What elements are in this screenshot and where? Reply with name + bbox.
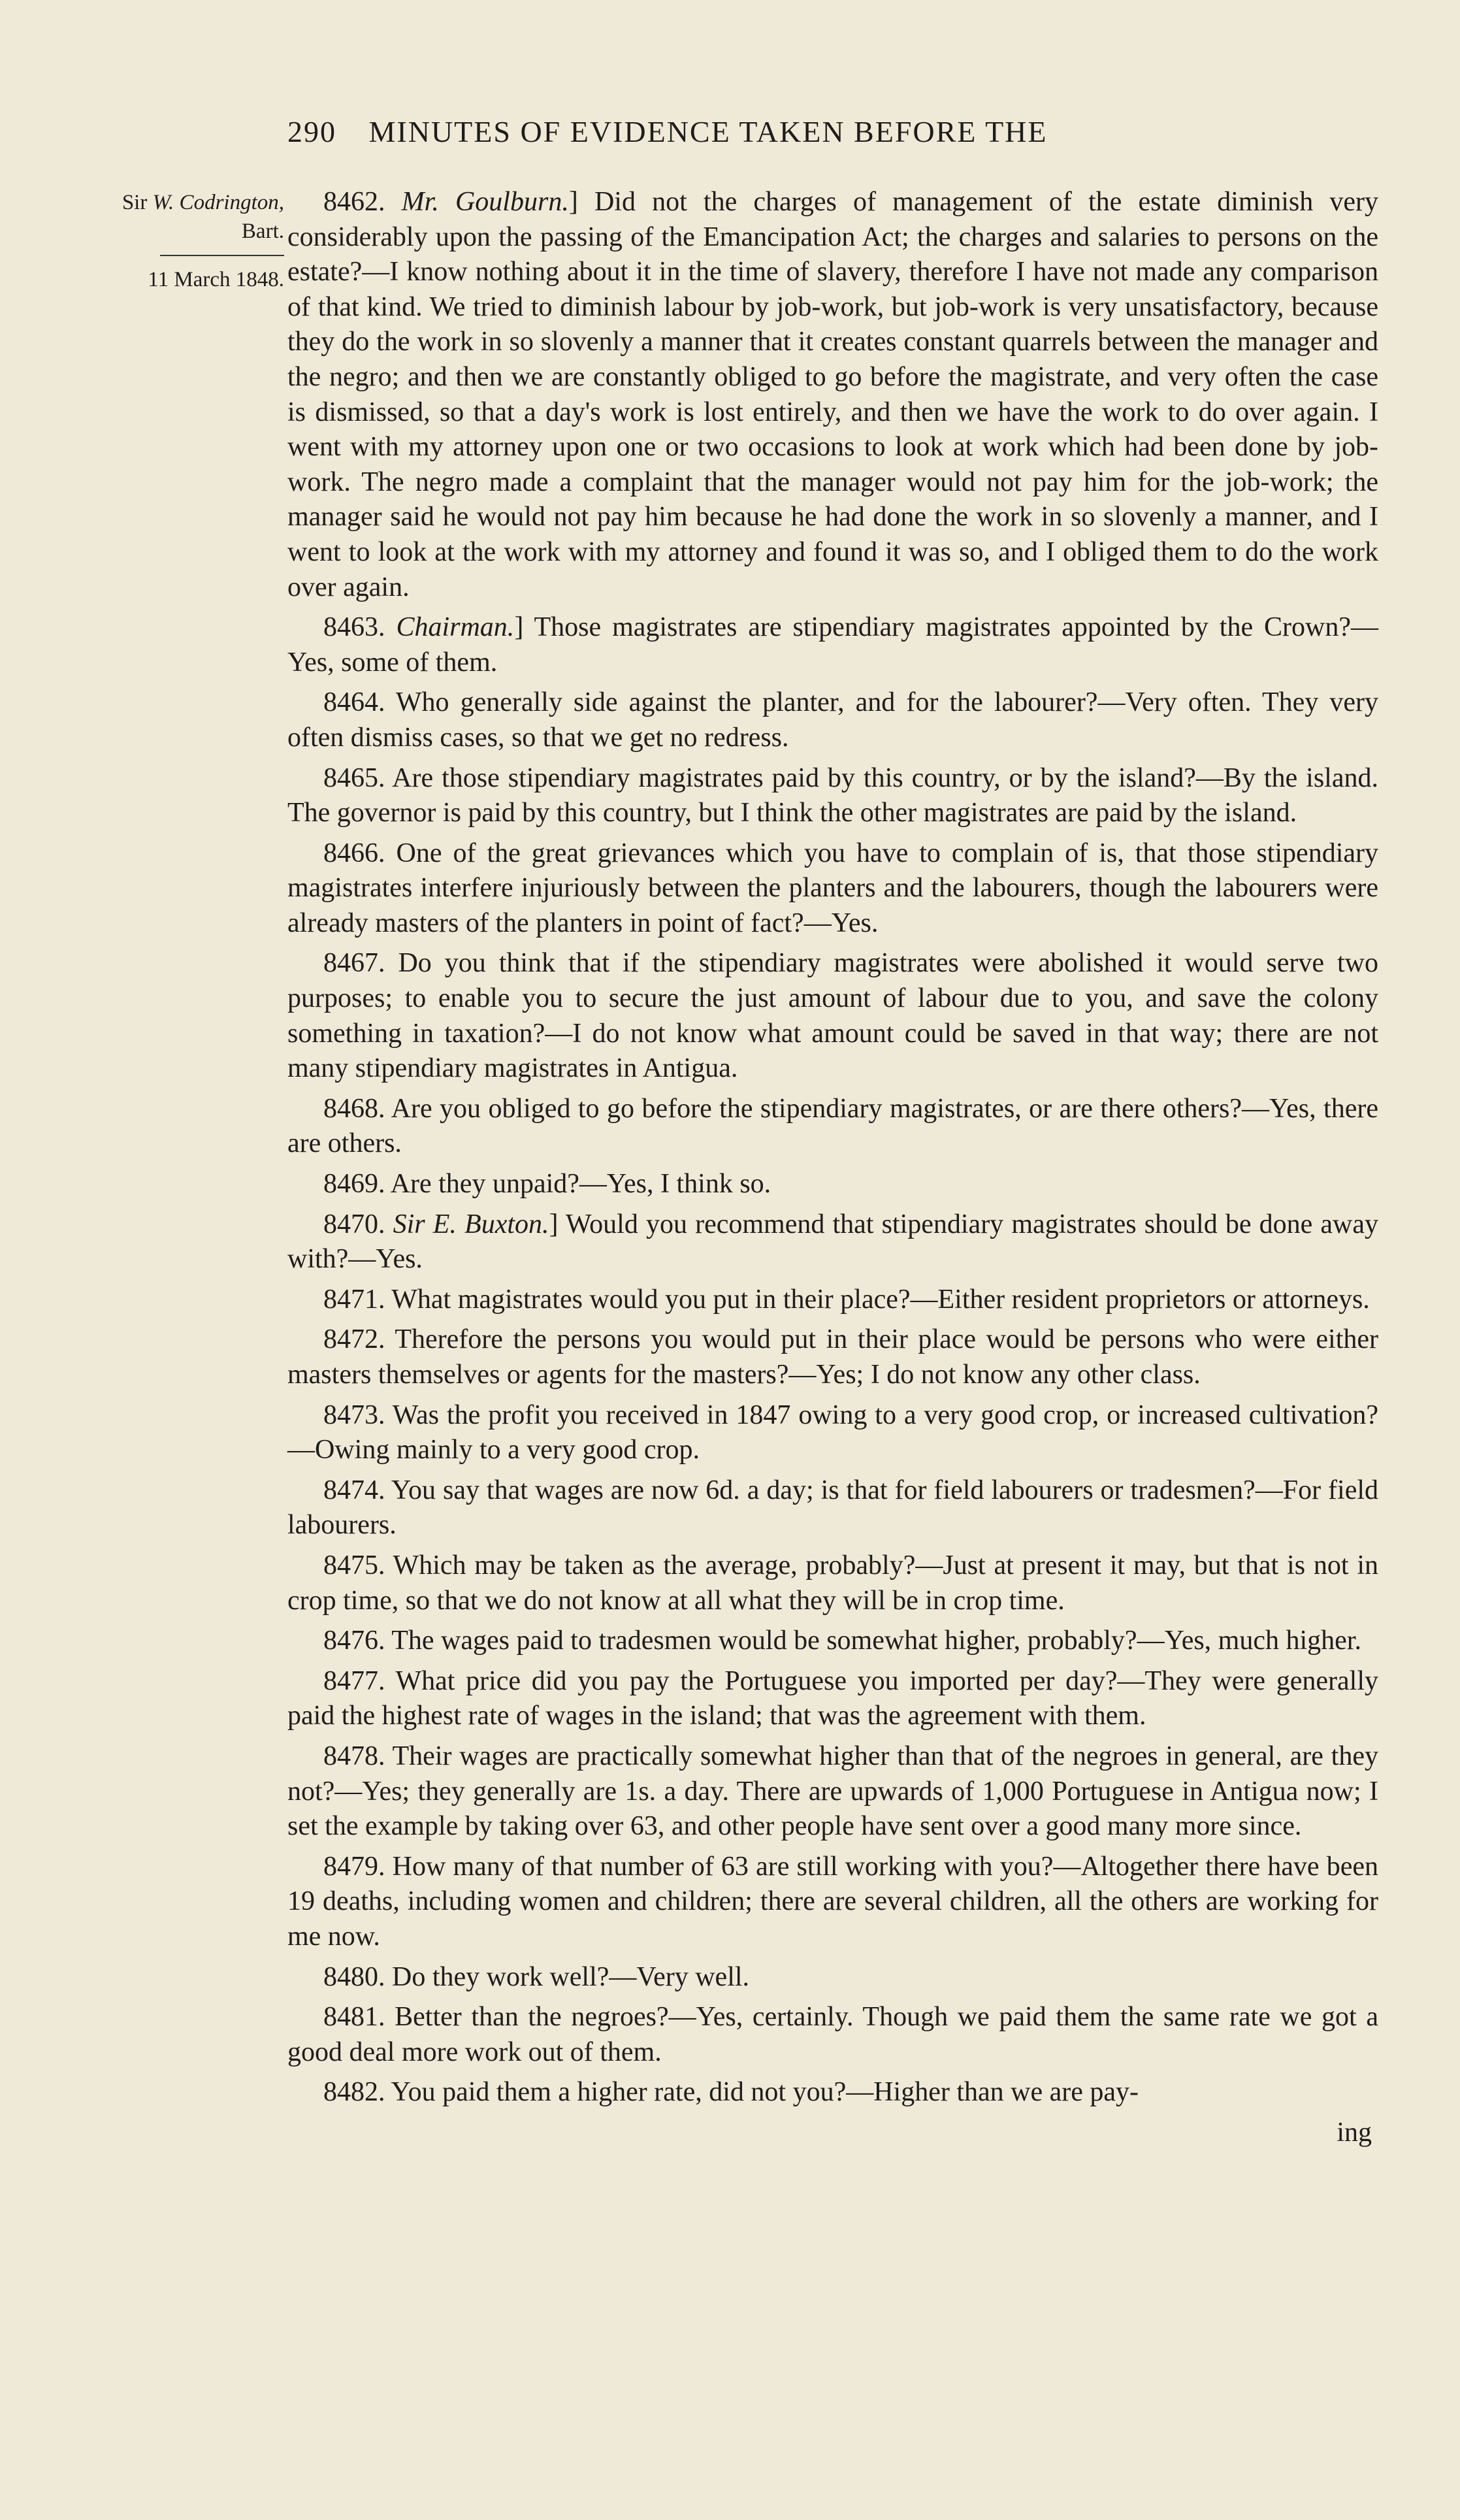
question-8471: 8471. What magistrates would you put in their place?—Either resident proprietors or attorneys. <box>323 1284 1370 1315</box>
question-number: 8462. <box>323 187 402 217</box>
question-number: 8470. <box>323 1209 393 1239</box>
question-text: ] Did not the charges of management of the estate diminish very considerably upon the passing of the Emancipation Act; the charges and salaries to persons on the estate?—I know nothing about it in the time of slavery, therefore I have not made any comparison of that kind. We tried to diminish labour by job-work, but job-work is very unsatisfactory, because they do the work in so slovenly a manner that it creates constant quarrels between the manager and the negro; and then we are constantly obliged to go before the magistrate, and very often the case is dismissed, so that a day's work is lost entirely, and then we have the work to do over again. I went with my attorney upon one or two occasions to look at work which had been done by job-work. The negro made a complaint that the manager would not pay him for the job-work; the manager said he would not pay him because he had done the work in so slovenly a manner, and I went to look at the work with my attorney and found it was so, and I obliged them to do the work over again. <box>287 187 1379 602</box>
question-8476: 8476. The wages paid to tradesmen would be somewhat higher, probably?—Yes, much higher. <box>323 1626 1361 1656</box>
speaker: Sir E. Buxton. <box>393 1209 549 1239</box>
running-head <box>287 114 1398 149</box>
question-8467: 8467. Do you think that if the stipendiary magistrates were abolished it would serve two purposes; to enable you to secure the just amount of labour due to you, and save the colony something in taxation?—I do not know what amount could be saved in that way; there are not many stipendiary magistrates in Antigua. <box>287 948 1378 1084</box>
question-8480: 8480. Do they work well?—Very well. <box>323 1961 750 1992</box>
question-8477: 8477. What price did you pay the Portuguese you imported per day?—They were generally paid the highest rate of wages in the island; that was the agreement with them. <box>287 1665 1378 1731</box>
catchword: ing <box>1337 2117 1372 2148</box>
witness-name <box>65 188 284 217</box>
margin-rule <box>160 255 284 256</box>
question-8473: 8473. Was the profit you received in 1847 owing to a very good crop, or increased cultivation?—Owing mainly to a very good crop. <box>287 1399 1378 1465</box>
question-text: ] Would you recommend that stipendiary magistrates should be done away with?—Yes. <box>287 1209 1379 1275</box>
question-8478: 8478. Their wages are practically somewhat higher than that of the negroes in general, are they not?—Yes; they generally are 1s. a day. There are upwards of 1,000 Portuguese in Antigua now; I set the example by taking over 63, and other people have sent over a good many more since. <box>287 1741 1378 1842</box>
question-8474: 8474. You say that wages are now 6d. a day; is that for field labourers or tradesmen?—For field labourers. <box>287 1475 1378 1541</box>
question-8470 <box>287 1207 1378 1277</box>
question-8479: 8479. How many of that number of 63 are still working with you?—Altogether there have been 19 deaths, including women and children; there are several children, all the others are working for me now. <box>287 1851 1378 1952</box>
question-8463 <box>287 610 1378 680</box>
question-8465: 8465. Are those stipendiary magistrates paid by this country, or by the island?—By the island. The governor is paid by this country, but I think the other magistrates are paid by the island. <box>287 762 1378 828</box>
question-text: ] Those magistrates are stipendiary magistrates appointed by the Crown?—Yes, some of them. <box>287 612 1379 678</box>
margin-note <box>65 188 284 294</box>
speaker: Chairman. <box>396 612 515 643</box>
speaker: Mr. Goulburn. <box>401 187 569 217</box>
question-number: 8463. <box>323 612 397 643</box>
question-8468: 8468. Are you obliged to go before the stipendiary magistrates, or are there others?—Yes, there are others. <box>287 1093 1378 1159</box>
question-8462 <box>287 185 1378 605</box>
question-8464: 8464. Who generally side against the planter, and for the labourer?—Very often. They very often dismiss cases, so that we get no redress. <box>287 687 1378 753</box>
running-title: MINUTES OF EVIDENCE TAKEN BEFORE THE <box>368 115 1048 148</box>
question-8466: 8466. One of the great grievances which you have to complain of is, that those stipendiary magistrates interfere injuriously between the planters and the labourers, though the labourers were already masters of the planters in point of fact?—Yes. <box>287 838 1378 938</box>
question-8482: 8482. You paid them a higher rate, did not you?—Higher than we are pay- <box>323 2077 1139 2108</box>
question-8481: 8481. Better than the negroes?—Yes, certainly. Though we paid them the same rate we got a good deal more work out of them. <box>287 2002 1378 2067</box>
question-8472: 8472. Therefore the persons you would put in their place would be persons who were either masters themselves or agents for the masters?—Yes; I do not know any other class. <box>287 1324 1378 1390</box>
question-8469: 8469. Are they unpaid?—Yes, I think so. <box>323 1169 771 1200</box>
evidence-body <box>287 185 1378 2150</box>
question-8475: 8475. Which may be taken as the average, probably?—Just at present it may, but that is not in crop time, so that we do not know at all what they will be in crop time. <box>287 1550 1378 1616</box>
witness-surname: W. Codrington, <box>152 191 284 214</box>
evidence-date: 11 March 1848. <box>148 268 284 291</box>
page-number: 290 <box>287 115 336 148</box>
witness-prefix: Sir <box>122 191 148 214</box>
witness-title: Bart. <box>241 220 284 243</box>
